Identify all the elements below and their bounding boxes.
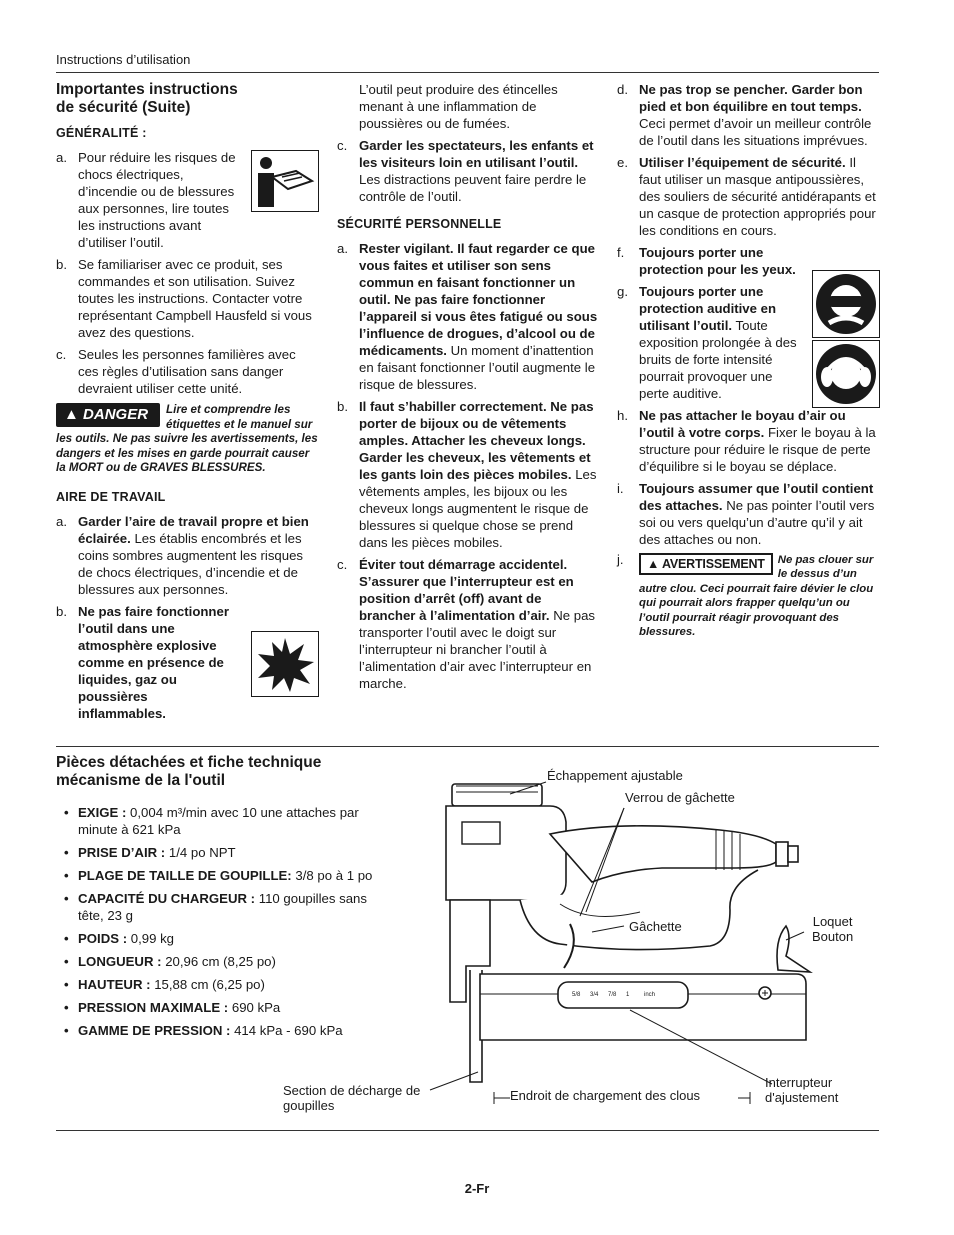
label-latch-line2: Bouton xyxy=(812,929,854,944)
nailer-illustration xyxy=(280,764,880,1124)
item-text: Pour réduire les risques de chocs électriques, d’incendie ou de blessures aux personnes, lire toutes les instructions avant d’utiliser l’outil. xyxy=(78,150,236,250)
personnelle-item-b xyxy=(337,398,599,551)
spec-label: PLAGE DE TAILLE DE GOUPILLE: xyxy=(78,868,292,883)
item-bold: Toujours assumer que l’outil contient des attaches. xyxy=(639,481,874,513)
item-bold: Il faut s’habiller correctement. Ne pas porter de bijoux ou de vêtements amples. Attacher les cheveux longs. Garder les cheveux, les vêtements et les gants loin des pièces mobiles. xyxy=(359,399,594,482)
bottom-rule xyxy=(56,1130,879,1131)
bullet-icon: • xyxy=(64,805,69,820)
item-letter: g. xyxy=(617,284,628,299)
item-letter: a. xyxy=(56,150,67,165)
personnelle-item-e xyxy=(617,154,879,239)
item-text: Se familiariser avec ce produit, ses commandes et son utilisation. Suivez toutes les instructions. Contacter votre représentant Campbell Hausfeld si vous avez des questions. xyxy=(78,257,312,340)
explosion-icon xyxy=(251,631,319,697)
aire-heading: AIRE DE TRAVAIL xyxy=(56,489,166,504)
spec-label: HAUTEUR : xyxy=(78,977,151,992)
spec-label: PRISE D’AIR : xyxy=(78,845,166,860)
item-letter: a. xyxy=(337,241,348,256)
label-discharge xyxy=(283,1083,420,1113)
warning-badge-label: AVERTISSEMENT xyxy=(661,557,765,571)
section-title xyxy=(56,81,318,117)
item-bold: Éviter tout démarrage accidentel. S’assurer que l’interrupteur est en position d’arrêt (off) avant de brancher à l’alimentation d’air. xyxy=(359,557,574,623)
item-letter: c. xyxy=(56,347,67,362)
bullet-icon: • xyxy=(64,931,69,946)
bullet-icon: • xyxy=(64,1000,69,1015)
spec-label: EXIGE : xyxy=(78,805,127,820)
generalite-item-c xyxy=(56,346,318,397)
spec-value: 3/8 po à 1 po xyxy=(291,868,373,883)
top-rule xyxy=(56,72,879,73)
warning-text: Ne pas clouer sur le dessus d’un autre clou. Ceci pourrait faire dévier le clou qui pourrait alors frapper quelqu’un ou l’outil pourrait réagir provoquant des blessures. xyxy=(639,554,874,639)
spec-label: GAMME DE PRESSION : xyxy=(78,1023,231,1038)
section-title-line2: de sécurité (Suite) xyxy=(56,99,191,116)
spec-value: 110 goupilles sans tête, 23 g xyxy=(78,891,367,923)
label-loading: Endroit de chargement des clous xyxy=(510,1088,701,1103)
spec-value: 20,96 cm (8,25 po) xyxy=(161,954,276,969)
ear-protection-icon xyxy=(812,340,880,408)
mid-rule xyxy=(56,746,879,747)
specs-title-line2: mécanisme de la l'outil xyxy=(56,772,226,789)
scale-mark: inch xyxy=(644,992,656,998)
item-text: Les vêtements amples, les bijoux ou les cheveux longs augmentent le risque de blessures si quelque chose se prend dans les pièces mobiles. xyxy=(359,467,597,550)
item-letter: h. xyxy=(617,408,628,423)
item-bold: Garder les spectateurs, les enfants et les visiteurs loin en utilisant l’outil. xyxy=(359,138,594,170)
specs-title-line1: Pièces détachées et fiche technique xyxy=(56,754,322,771)
item-letter: b. xyxy=(56,603,67,619)
item-text: Fixer le boyau à la structure pour réduire le risque de perte d’équilibre si le boyau se déplace. xyxy=(639,425,876,474)
label-discharge-line2: goupilles xyxy=(283,1098,335,1113)
item-bold: Garder l’aire de travail propre et bien éclairée. xyxy=(78,513,309,546)
nailer-diagram xyxy=(280,764,880,1124)
personnelle-item-c xyxy=(337,556,599,692)
personnelle-item-j xyxy=(617,553,879,639)
label-switch xyxy=(765,1075,838,1105)
scale-mark: 7/8 xyxy=(608,992,617,998)
personnelle-heading: SÉCURITÉ PERSONNELLE xyxy=(337,217,502,231)
spec-label: POIDS : xyxy=(78,931,128,946)
scale-mark: 5/8 xyxy=(572,992,581,998)
item-text: Les distractions peuvent faire perdre le contrôle de l’outil. xyxy=(359,172,587,204)
item-bold: Ne pas attacher le boyau d’air ou l’outil à votre corps. xyxy=(639,408,846,440)
item-text: Les établis encombrés et les coins sombres augmentent les risques de chocs électriques, d’incendie et de blessures aux personnes. xyxy=(78,530,304,597)
item-bold: Utiliser l’équipement de sécurité. xyxy=(639,155,846,170)
danger-notice xyxy=(56,403,318,476)
label-trigger: Gâchette xyxy=(629,919,682,934)
item-letter: e. xyxy=(617,155,628,170)
item-bold: Ne pas faire fonctionner l’outil dans une atmosphère explosive comme en présence de liquides, gaz ou poussières inflammables. xyxy=(78,603,229,721)
page-number: 2-Fr xyxy=(464,1181,490,1196)
item-letter: i. xyxy=(617,481,624,496)
bullet-icon: • xyxy=(64,977,69,992)
item-letter: b. xyxy=(337,399,348,414)
aire-item-b-cont: L’outil peut produire des étincelles menant à une inflammation de poussières ou de fumées. xyxy=(359,82,558,131)
running-header: Instructions d’utilisation xyxy=(56,52,191,67)
item-letter: j. xyxy=(617,552,624,567)
item-letter: f. xyxy=(617,245,625,260)
item-text: Seules les personnes familières avec ces règles d’utilisation sans danger devraient utiliser cette unité. xyxy=(78,347,296,396)
label-latch xyxy=(812,914,853,944)
item-text: Il faut utiliser un masque antipoussières, des souliers de sécurité antidérapants et un casque de protection appropriés pour les conditions en cours. xyxy=(639,155,876,238)
item-text: Ne pas pointer l’outil vers soi ou vers quelqu’un d’autre qu’il y ait des attaches ou non. xyxy=(639,498,875,547)
generalite-heading: GÉNÉRALITÉ : xyxy=(56,126,147,140)
spec-label: LONGUEUR : xyxy=(78,954,162,969)
aire-item-c xyxy=(337,137,599,205)
spec-value: 0,99 kg xyxy=(127,931,175,946)
section-title-line1: Importantes instructions xyxy=(56,81,238,98)
item-text: Un moment d’inattention en faisant fonctionner l’outil augmente le risque de blessures. xyxy=(359,343,596,392)
spec-value: 414 kPa - 690 kPa xyxy=(230,1023,343,1038)
item-bold: Ne pas trop se pencher. Garder bon pied et bon équilibre en tout temps. xyxy=(639,82,863,114)
column-2 xyxy=(337,81,599,697)
item-text: Ceci permet d’avoir un meilleur contrôle de l’outil dans les situations imprévues. xyxy=(639,116,872,148)
personnelle-item-d xyxy=(617,81,879,149)
label-trigger-lock: Verrou de gâchette xyxy=(625,790,735,805)
item-bold: Rester vigilant. Il faut regarder ce que vous faites et utiliser son sens commun en faisant fonctionner un outil. Ne pas faire fonctionner l’appareil si vous êtes fatigué ou sous l’influence de drogues, d’alcool ou de médicaments. xyxy=(359,241,598,358)
label-switch-line1: Interrupteur xyxy=(765,1075,833,1090)
item-text: Toute exposition prolongée à des bruits de forte intensité pourrait provoquer une perte auditive. xyxy=(639,318,797,401)
spec-value: 690 kPa xyxy=(228,1000,281,1015)
label-discharge-line1: Section de décharge de xyxy=(283,1083,421,1098)
bullet-icon: • xyxy=(64,891,69,906)
item-letter: a. xyxy=(56,513,67,529)
spec-value: 15,88 cm (6,25 po) xyxy=(150,977,265,992)
danger-text: Lire et comprendre les étiquettes et le manuel sur les outils. Ne pas suivre les avertissements, les dangers et les mises en garde pourrait causer la MORT ou de GRAVES BLESSURES. xyxy=(56,403,318,475)
bullet-icon: • xyxy=(64,1023,69,1038)
read-manual-icon xyxy=(251,150,319,212)
scale-mark: 1 xyxy=(626,992,630,998)
warning-triangle-icon: ▲ xyxy=(647,557,660,571)
spec-value: 0,004 m³/min avec 10 une attaches par minute à 621 kPa xyxy=(78,805,359,837)
bullet-icon: • xyxy=(64,845,69,860)
bullet-icon: • xyxy=(64,868,69,883)
item-letter: d. xyxy=(617,82,628,97)
aire-item-a xyxy=(56,513,318,598)
item-letter: c. xyxy=(337,557,348,572)
warning-badge xyxy=(639,553,773,575)
danger-badge xyxy=(56,403,160,427)
item-text: Ne pas transporter l’outil avec le doigt sur l’interrupteur ni brancher l’outil à l’alimentation d’air avec l’interrupteur en marche. xyxy=(359,608,595,691)
label-latch-line1: Loquet xyxy=(812,914,853,929)
spec-value: 1/4 po NPT xyxy=(165,845,236,860)
personnelle-item-a xyxy=(337,240,599,393)
item-letter: b. xyxy=(56,257,67,272)
item-bold: Toujours porter une protection auditive en utilisant l’outil. xyxy=(639,284,777,333)
spec-label: CAPACITÉ DU CHARGEUR : xyxy=(78,891,256,906)
spec-label: PRESSION MAXIMALE : xyxy=(78,1000,229,1015)
bullet-icon: • xyxy=(64,954,69,969)
scale-mark: 3/4 xyxy=(590,992,599,998)
eye-protection-icon xyxy=(812,270,880,338)
label-switch-line2: d'ajustement xyxy=(765,1090,839,1105)
label-exhaust: Échappement ajustable xyxy=(547,768,683,783)
warning-triangle-icon: ▲ xyxy=(64,406,79,423)
personnelle-item-h xyxy=(617,407,879,475)
generalite-item-b xyxy=(56,256,318,341)
danger-badge-label: DANGER xyxy=(83,406,149,423)
personnelle-item-i xyxy=(617,480,879,548)
item-bold: Toujours porter une protection pour les yeux. xyxy=(639,245,796,277)
item-letter: c. xyxy=(337,138,348,153)
